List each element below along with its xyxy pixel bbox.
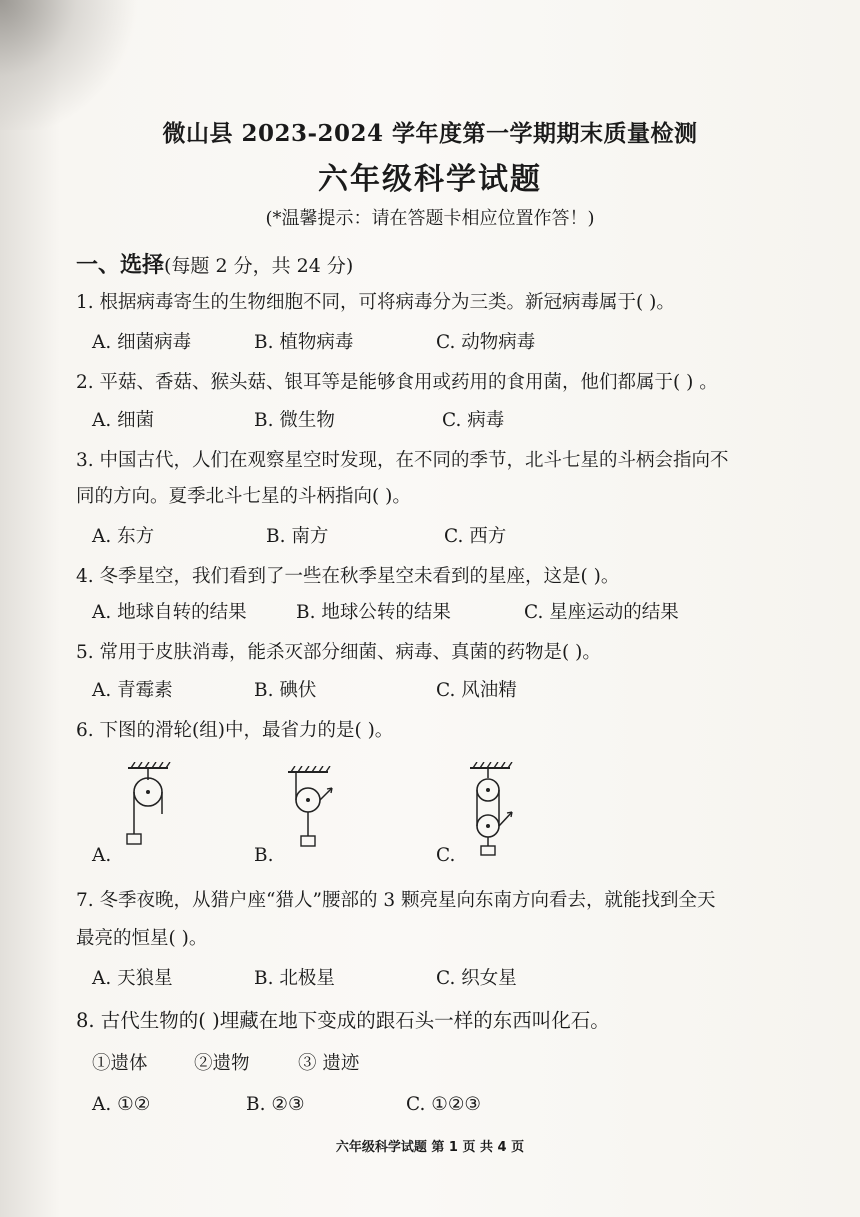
exam-subtitle: 六年级科学试题 — [318, 162, 542, 197]
question-8-option-a: A. ①② — [92, 1094, 151, 1115]
question-6-text: 6. 下图的滑轮(组)中，最省力的是( )。 — [76, 720, 394, 741]
question-4-text: 4. 冬季星空，我们看到了一些在秋季星空未看到的星座，这是( )。 — [76, 566, 620, 587]
question-7-option-a: A. 天狼星 — [92, 968, 173, 989]
question-3-text-cont: 同的方向。夏季北斗七星的斗柄指向( )。 — [76, 486, 411, 507]
question-3-text: 3. 中国古代，人们在观察星空时发现，在不同的季节，北斗七星的斗柄会指向不 — [76, 450, 729, 471]
question-2-option-a: A. 细菌 — [92, 410, 155, 431]
question-7-option-b: B. 北极星 — [254, 968, 335, 989]
question-7-text-cont: 最亮的恒星( )。 — [76, 928, 208, 949]
question-8-text: 8. 古代生物的( )埋藏在地下变成的跟石头一样的东西叫化石。 — [76, 1009, 610, 1032]
pulley-c-diagram — [462, 762, 522, 862]
question-1-text: 1. 根据病毒寄生的生物细胞不同，可将病毒分为三类。新冠病毒属于( )。 — [76, 292, 675, 313]
page-footer: 六年级科学试题 第 1 页 共 4 页 — [335, 1140, 525, 1155]
question-8-option-b: B. ②③ — [246, 1094, 305, 1115]
question-4-option-a: A. 地球自转的结果 — [92, 602, 247, 623]
question-5-option-a: A. 青霉素 — [92, 680, 173, 701]
question-5-text: 5. 常用于皮肤消毒，能杀灭部分细菌、病毒、真菌的药物是( )。 — [76, 642, 601, 663]
question-5-option-b: B. 碘伏 — [254, 680, 317, 701]
scan-shadow — [0, 0, 140, 130]
question-8-item-2: ②遗物 — [194, 1053, 250, 1074]
question-1-option-c: C. 动物病毒 — [436, 332, 536, 353]
question-5-option-c: C. 风油精 — [436, 680, 517, 701]
exam-title: 微山县 2023-2024 学年度第一学期期末质量检测 — [162, 120, 698, 147]
question-3-option-c: C. 西方 — [444, 526, 507, 547]
exam-notice: (*温馨提示：请在答题卡相应位置作答！) — [265, 208, 595, 229]
question-1-option-a: A. 细菌病毒 — [92, 332, 192, 353]
pulley-a-diagram — [118, 762, 178, 854]
question-8-option-c: C. ①②③ — [406, 1094, 482, 1115]
question-8-item-1: ①遗体 — [92, 1053, 148, 1074]
section-note: (每题 2 分，共 24 分) — [164, 255, 354, 277]
question-7-option-c: C. 织女星 — [436, 968, 517, 989]
question-1-option-b: B. 植物病毒 — [254, 332, 354, 353]
question-2-option-c: C. 病毒 — [442, 410, 505, 431]
pulley-b-label: B. — [254, 845, 274, 866]
question-2-text: 2. 平菇、香菇、猴头菇、银耳等是能够食用或药用的食用菌，他们都属于( ) 。 — [76, 372, 718, 393]
pulley-b-diagram — [282, 766, 342, 858]
question-8-item-3: ③ 遗迹 — [298, 1053, 360, 1074]
question-3-option-a: A. 东方 — [92, 526, 155, 547]
pulley-a-label: A. — [92, 845, 112, 866]
pulley-c-label: C. — [436, 845, 456, 866]
question-4-option-c: C. 星座运动的结果 — [524, 602, 679, 623]
question-3-option-b: B. 南方 — [266, 526, 329, 547]
question-7-text: 7. 冬季夜晚，从猎户座“猎人”腰部的 3 颗亮星向东南方向看去，就能找到全天 — [76, 890, 716, 911]
section-heading — [76, 248, 353, 279]
question-2-option-b: B. 微生物 — [254, 410, 335, 431]
section-title: 一、选择 — [76, 252, 165, 278]
question-4-option-b: B. 地球公转的结果 — [296, 602, 451, 623]
